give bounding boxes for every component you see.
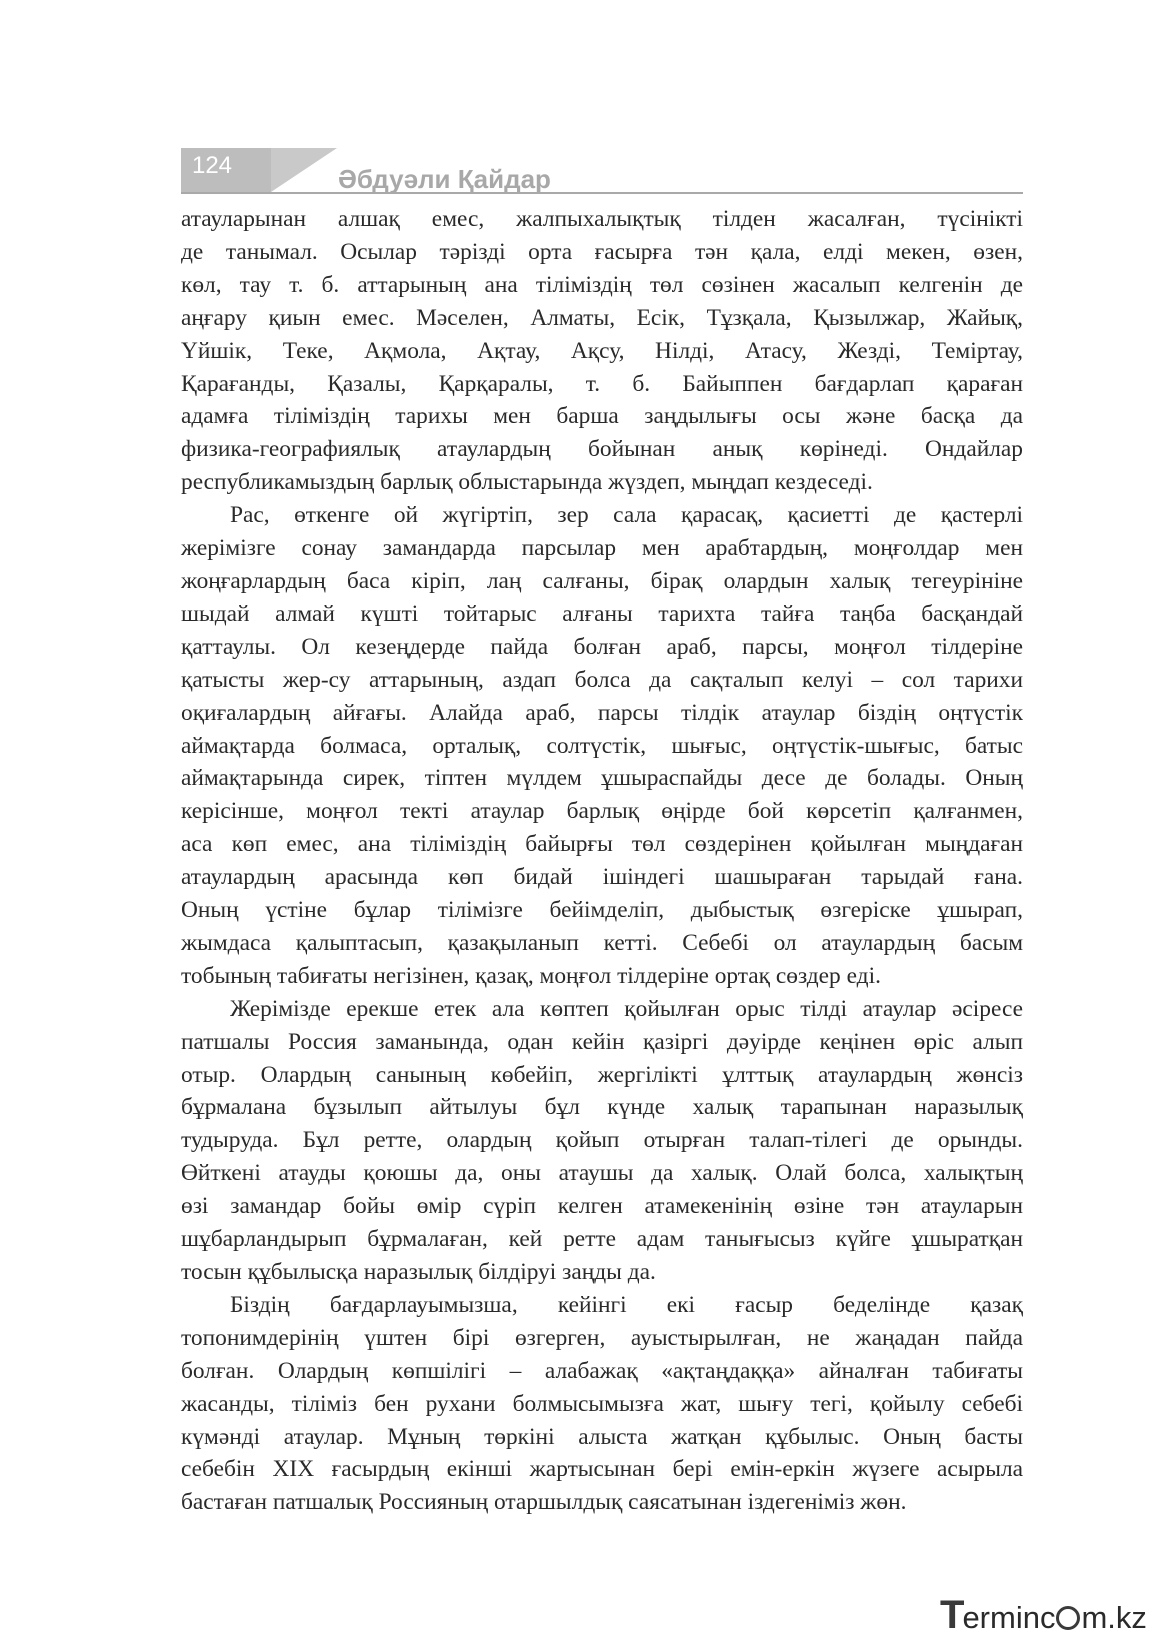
- text-line: топонимдерінің үштен бірі өзгерген, ауыстырылған, не жаңадан пайда: [181, 1324, 1023, 1351]
- text-line: керісінше, моңғол текті атаулар барлық өңірде бой көрсетіп қалғанмен,: [181, 798, 1023, 825]
- header-rule: [181, 192, 1023, 194]
- text-line: көл, тау т. б. аттарының ана тіліміздің төл сөзінен жасалып келгенін де: [181, 271, 1023, 298]
- text-line: жерімізге сонау замандарда парсылар мен арабтардың, моңғолдар мен: [181, 535, 1023, 562]
- text-line: жоңғарлардың баса кіріп, лаң салғаны, бірақ олардын халық тегеурініне: [181, 567, 1023, 594]
- running-title: Әбдуәли Қайдар: [338, 164, 551, 194]
- body-text: [181, 203, 1023, 1519]
- watermark-text-start: erminc: [962, 1600, 1056, 1635]
- text-line: шыдай алмай күшті тойтарыс алғаны тарихта тайға таңба басқандай: [181, 600, 1023, 627]
- text-line: өзі замандар бойы өмір сүріп келген атамекенінің өзіне тән атауларын: [181, 1193, 1023, 1220]
- text-line: қаттаулы. Ол кезеңдерде пайда болған араб, парсы, моңғол тілдеріне: [181, 633, 1023, 660]
- text-line: болған. Олардың көпшілігі – алабажақ «ақтаңдаққа» айналған табиғаты: [181, 1357, 1023, 1384]
- text-line: Рас, өткенге ой жүгіртіп, зер сала қарасақ, қасиетті де қастерлі: [230, 502, 1023, 529]
- text-line: Оның үстіне бұлар тілімізге бейімделіп, дыбыстық өзгеріске ұшырап,: [181, 897, 1023, 924]
- text-line: бұрмалана бұзылып айтылуы бұл күнде халық тарапынан наразылық: [181, 1094, 1023, 1121]
- text-line: патшалы Россия заманында, одан кейін қазіргі дәуірде кеңінен өріс алып: [181, 1028, 1023, 1055]
- page-header: [181, 148, 1023, 195]
- text-line: күмәнді атаулар. Мұның төркіні алыста жатқан құбылыс. Оның басты: [181, 1423, 1023, 1450]
- text-line: де танымал. Осылар тәрізді орта ғасырға тән қала, елді мекен, өзен,: [181, 238, 1023, 265]
- text-line: атауларынан алшақ емес, жалпыхалықтық тілден жасалған, түсінікті: [181, 206, 1023, 232]
- text-line: себебін XIX ғасырдың екінші жартысынан бері емін-еркін жүзеге асырыла: [181, 1456, 1023, 1483]
- text-line: аңғару қиын емес. Мәселен, Алматы, Есік, Тұзқала, Қызылжар, Жайық,: [181, 304, 1023, 331]
- text-line: атаулардың арасында көп бидай ішіндегі шашыраған тарыдай ғана.: [181, 864, 1023, 891]
- text-line: бастаған патшалық Россияның отаршылдық саясатынан іздегеніміз жөн.: [181, 1489, 907, 1516]
- text-line: тобының табиғаты негізінен, қазақ, моңғол тілдеріне ортақ сөздер еді.: [181, 962, 881, 989]
- text-line: Өйткені атауды қоюшы да, оны атаушы да халық. Олай болса, халықтың: [181, 1160, 1023, 1187]
- text-line: физика-географиялық атаулардың бойынан анық көрінеді. Ондайлар: [181, 436, 1023, 463]
- termincom-watermark: [940, 1593, 1147, 1638]
- page-number: 124: [191, 152, 233, 179]
- text-line: адамға тіліміздің тарихы мен барша заңдылығы осы және басқа да: [181, 403, 1023, 430]
- text-line: жымдаса қалыптасып, қазақыланып кетті. Себебі ол атаулардың басым: [181, 929, 1023, 956]
- text-line: оқиғалардың айғағы. Алайда араб, парсы тілдік атаулар біздің оңтүстік: [181, 699, 1023, 726]
- header-arrow-shape: [271, 148, 337, 192]
- text-line: тосын құбылысқа наразылық білдіруі заңды да.: [181, 1259, 656, 1285]
- text-line: республикамыздың барлық облыстарында жүздеп, мыңдап кездеседі.: [181, 469, 873, 496]
- text-line: тудыруда. Бұл ретте, олардың қойып отырған талап-тілегі де орынды.: [181, 1127, 1023, 1154]
- text-line: Үйшік, Теке, Ақмола, Ақтау, Ақсу, Нілді, Атасу, Жезді, Теміртау,: [181, 337, 1023, 364]
- watermark-logo-mark: T: [940, 1593, 963, 1637]
- text-line: жасанды, тіліміз бен рухани болмысымызға жат, шығу тегі, қойылу себебі: [181, 1390, 1023, 1417]
- text-line: қатысты жер-су аттарының, аздап болса да сақталып келуі – сол тарихи: [181, 666, 1023, 693]
- text-line: отыр. Олардың санының көбейіп, жергілікті ұлттық атаулардың жөнсіз: [181, 1061, 1023, 1088]
- text-line: шұбарландырып бұрмалаған, кей ретте адам танығысыз күйге ұшыратқан: [181, 1226, 1023, 1253]
- text-line: аймақтарында сирек, тіптен мүлдем ұшыраспайды десе де болады. Оның: [181, 765, 1023, 792]
- text-line: Қарағанды, Қазалы, Қарқаралы, т. б. Байыппен бағдарлап қараған: [181, 370, 1023, 397]
- text-line: Жерімізде ерекше етек ала көптеп қойылған орыс тілді атаулар әсіресе: [230, 995, 1023, 1022]
- watermark-text-end: m.kz: [1081, 1600, 1147, 1635]
- text-line: Біздің бағдарлауымызша, кейінгі екі ғасыр беделінде қазақ: [230, 1291, 1023, 1318]
- text-line: аймақтарда болмаса, орталық, солтүстік, шығыс, оңтүстік-шығыс, батыс: [181, 732, 1023, 759]
- watermark-o-icon: [1056, 1606, 1080, 1630]
- text-line: аса көп емес, ана тіліміздің байырғы төл сөздерінен қойылған мыңдаған: [181, 831, 1023, 858]
